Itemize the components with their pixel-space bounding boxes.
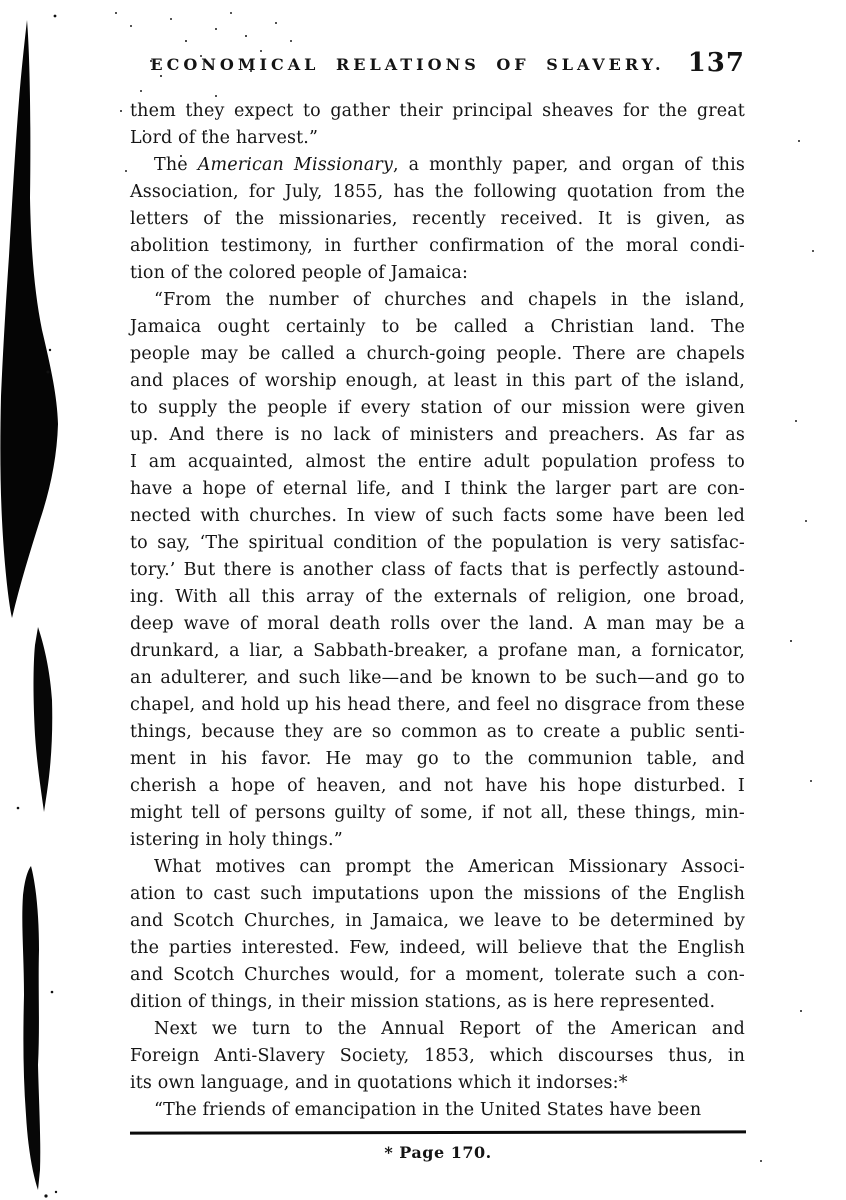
text-line: ation to cast such imputations upon the missions of the English (130, 884, 745, 904)
text-line: to say, ‘The spiritual condition of the population is very satisfac- (130, 533, 745, 553)
text-line: nected with churches. In view of such facts some have been led (130, 506, 745, 526)
text-line: tion of the colored people of Jamaica: (130, 263, 469, 283)
ink-smudge-bottom (22, 866, 40, 1190)
text-line: the parties interested. Few, indeed, will believe that the English (130, 938, 745, 958)
text-line: “The friends of emancipation in the United States have been (154, 1100, 702, 1120)
text-line: Lord of the harvest.” (130, 128, 319, 148)
text-line: chapel, and hold up his head there, and feel no disgrace from these (130, 695, 745, 715)
text-line: What motives can prompt the American Missionary Associ- (154, 857, 745, 877)
text-line: Association, for July, 1855, has the following quotation from the (130, 182, 745, 202)
text-line: abolition testimony, in further confirmation of the moral condi- (130, 236, 745, 256)
text-line: to supply the people if every station of our mission were given (130, 398, 745, 418)
text-line: and Scotch Churches, in Jamaica, we leave to be determined by (130, 911, 745, 931)
paragraph (130, 152, 745, 287)
page-title: ECONOMICAL RELATIONS OF SLAVERY. (150, 55, 665, 74)
page-number: 137 (687, 48, 745, 78)
text-line: people may be called a church-going people. There are chapels (130, 344, 745, 364)
text-line: istering in holy things.” (130, 830, 343, 850)
text-line: might tell of persons guilty of some, if not all, these things, min- (130, 803, 745, 823)
scan-speck-margin (798, 140, 800, 142)
text-line: deep wave of moral death rolls over the land. A man may be a (130, 614, 745, 634)
body-text (130, 98, 745, 1124)
text-line: Next we turn to the Annual Report of the American and (154, 1019, 745, 1039)
text-line: letters of the missionaries, recently received. It is given, as (130, 209, 745, 229)
text-line: them they expect to gather their principal sheaves for the great (130, 101, 745, 121)
footnote-text: * Page 170. (384, 1143, 492, 1162)
paragraph (130, 854, 745, 1016)
text-line: ing. With all this array of the externals of religion, one broad, (130, 587, 745, 607)
text-line: its own language, and in quotations which it indorses:* (130, 1073, 628, 1093)
text-line: tory.’ But there is another class of facts that is perfectly astound- (130, 560, 745, 580)
text-line: an adulterer, and such like—and be known to be such—and go to (130, 668, 745, 688)
ink-smudge-middle (34, 627, 53, 812)
footnote-rule (130, 1130, 746, 1134)
text-line: dition of things, in their mission stations, as is here represented. (130, 992, 716, 1012)
paragraph (130, 287, 745, 854)
ink-smudge-top (0, 20, 58, 618)
text-line: “From the number of churches and chapels in the island, (154, 290, 745, 310)
text-line: ment in his favor. He may go to the communion table, and (130, 749, 745, 769)
ink-smudge-overlay (0, 0, 70, 1200)
text-line: Jamaica ought certainly to be called a Christian land. The (130, 317, 745, 337)
italic-text: American Missionary (197, 155, 393, 175)
paragraph (130, 1097, 745, 1124)
text-line: up. And there is no lack of ministers and preachers. As far as (130, 425, 745, 445)
scan-speck-cluster (115, 12, 117, 14)
paragraph (130, 98, 745, 152)
text-line: I am acquainted, almost the entire adult population profess to (130, 452, 745, 472)
text-line: Foreign Anti-Slavery Society, 1853, which discourses thus, in (130, 1046, 745, 1066)
text-segment: , a monthly paper, and organ of this (392, 155, 745, 175)
text-line (130, 152, 745, 179)
paragraph (130, 1016, 745, 1097)
text-segment: The (154, 155, 198, 175)
text-line: and places of worship enough, at least in this part of the island, (130, 371, 745, 391)
text-line: drunkard, a liar, a Sabbath-breaker, a profane man, a fornicator, (130, 641, 745, 661)
text-line: have a hope of eternal life, and I think the larger part are con- (130, 479, 745, 499)
text-line: and Scotch Churches would, for a moment, tolerate such a con- (130, 965, 745, 985)
running-head (130, 48, 745, 82)
text-line: cherish a hope of heaven, and not have his hope disturbed. I (130, 776, 745, 796)
text-line: things, because they are so common as to create a public senti- (130, 722, 745, 742)
